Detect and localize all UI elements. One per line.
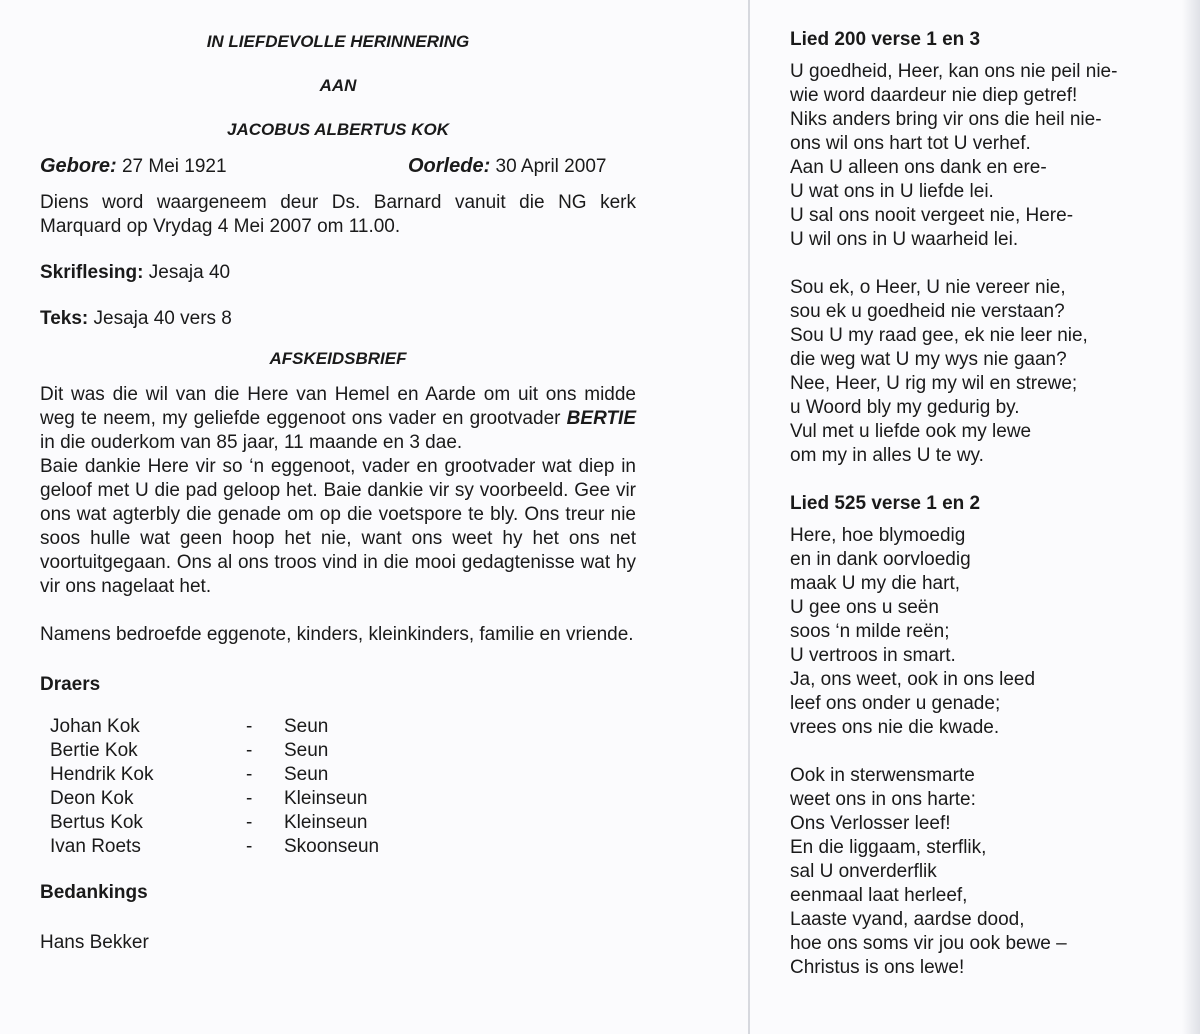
memorial-heading: IN LIEFDEVOLLE HERINNERING — [206, 32, 470, 51]
bearers-title: Draers — [40, 674, 101, 695]
right-panel — [790, 28, 1170, 980]
left-panel — [40, 28, 636, 955]
dates-row — [40, 154, 636, 179]
hymn-line: ons wil ons hart tot U verhef. — [790, 133, 1031, 154]
farewell-letter-paragraph-2: Baie dankie Here vir so ‘n eggenoot, vader en grootvader wat diep in geloof met U die pad geloop het. Baie dankie vir sy voorbeeld. Gee vir ons wat agterbly die genade om op die voetspore te bly. Ons treur nie soos hulle wat geen hoop het nie, want ons weet hy het ons net voortuitgegaan. Ons al ons troos vind in die mooi gedagtenisse wat hy vir ons nagelaat het. — [40, 456, 636, 597]
thanks-title: Bedankings — [40, 882, 148, 903]
hymn-525-stanza-1 — [790, 524, 1170, 740]
reading-value: Jesaja 40 — [148, 262, 231, 283]
hymn-line: En die liggaam, sterflik, — [790, 837, 987, 858]
bearer-relation: Kleinseun — [284, 788, 368, 809]
service-paragraph: Diens word waargeneem deur Ds. Barnard vanuit die NG kerk Marquard op Vrydag 4 Mei 2007 om 11.00. — [40, 192, 636, 237]
deceased-name: JACOBUS ALBERTUS KOK — [227, 120, 449, 139]
bearer-name: Hendrik Kok — [50, 764, 154, 785]
hymn-line: U sal ons nooit vergeet nie, Here- — [790, 205, 1074, 226]
hymn-line: en in dank oorvloedig — [790, 549, 971, 570]
paper-edge — [1182, 0, 1200, 1034]
hymn-line: u Woord bly my gedurig by. — [790, 397, 1020, 418]
bearer-name: Bertie Kok — [50, 740, 138, 761]
bearer-relation: Seun — [284, 716, 329, 737]
hymn-line: wie word daardeur nie diep getref! — [790, 85, 1078, 106]
hymn-line: hoe ons soms vir jou ook bewe – — [790, 933, 1067, 954]
stanza-spacer — [790, 740, 1170, 764]
hymn-line: sal U onverderflik — [790, 861, 937, 882]
died-block — [408, 154, 606, 179]
bearer-dash: - — [246, 764, 253, 785]
bearer-dash: - — [246, 740, 253, 761]
bearer-name: Ivan Roets — [50, 836, 141, 857]
born-value: 27 Mei 1921 — [121, 156, 227, 177]
bearer-relation: Seun — [284, 740, 329, 761]
hymn-line: Laaste vyand, aardse dood, — [790, 909, 1025, 930]
thanks-name: Hans Bekker — [40, 932, 149, 953]
fold-line — [748, 0, 750, 1034]
family-signature: Namens bedroefde eggenote, kinders, kleinkinders, familie en vriende. — [40, 624, 634, 645]
bearer-relation: Seun — [284, 764, 329, 785]
bearer-relation: Kleinseun — [284, 812, 368, 833]
letter-text-a: Dit was die wil van die Here van Hemel en Aarde om uit ons midde weg te neem, my geliefde eggenoot ons vader en grootvader — [40, 384, 636, 429]
hymn-line: Nee, Heer, U rig my wil en strewe; — [790, 373, 1078, 394]
bearer-row — [50, 715, 636, 739]
dedication-heading: AAN — [319, 76, 357, 95]
bearer-dash: - — [246, 812, 253, 833]
bearers-list — [50, 715, 636, 859]
bearer-dash: - — [246, 788, 253, 809]
died-value: 30 April 2007 — [495, 156, 607, 177]
bearer-name: Bertus Kok — [50, 812, 143, 833]
farewell-letter-paragraph-1 — [40, 383, 636, 455]
hymn-line: maak U my die hart, — [790, 573, 960, 594]
reading-label: Skriflesing: — [40, 262, 144, 283]
born-label: Gebore: — [40, 155, 117, 177]
bearer-row — [50, 787, 636, 811]
bearer-name: Johan Kok — [50, 716, 140, 737]
hymn-200-title: Lied 200 verse 1 en 3 — [790, 29, 981, 50]
sermon-text — [40, 307, 636, 331]
hymn-line: Niks anders bring vir ons die heil nie- — [790, 109, 1102, 130]
text-label: Teks: — [40, 308, 89, 329]
letter-text-b: in die ouderkom van 85 jaar, 11 maande en 3 dae. — [40, 432, 463, 453]
hymn-line: Ook in sterwensmarte — [790, 765, 975, 786]
hymn-525-title: Lied 525 verse 1 en 2 — [790, 493, 981, 514]
hymn-line: leef ons onder u genade; — [790, 693, 1001, 714]
hymn-line: U gee ons u seën — [790, 597, 939, 618]
hymn-line: Sou ek, o Heer, U nie vereer nie, — [790, 277, 1066, 298]
bearer-relation: Skoonseun — [284, 836, 380, 857]
bearer-dash: - — [246, 716, 253, 737]
bearer-name: Deon Kok — [50, 788, 134, 809]
hymn-line: Ja, ons weet, ook in ons leed — [790, 669, 1036, 690]
hymn-line: U goedheid, Heer, kan ons nie peil nie- — [790, 61, 1118, 82]
hymn-line: eenmaal laat herleef, — [790, 885, 968, 906]
bearer-row — [50, 763, 636, 787]
bearer-row — [50, 739, 636, 763]
farewell-letter-title: AFSKEIDSBRIEF — [269, 349, 407, 368]
hymn-line: om my in alles U te wy. — [790, 445, 984, 466]
born-block — [40, 154, 408, 179]
hymn-line: Here, hoe blymoedig — [790, 525, 966, 546]
stanza-spacer — [790, 252, 1170, 276]
hymn-line: U wat ons in U liefde lei. — [790, 181, 994, 202]
hymn-200-stanza-1 — [790, 60, 1170, 252]
hymn-line: sou ek u goedheid nie verstaan? — [790, 301, 1065, 322]
hymn-line: Vul met u liefde ook my lewe — [790, 421, 1032, 442]
hymn-line: weet ons in ons harte: — [790, 789, 976, 810]
bearer-row — [50, 811, 636, 835]
hymn-line: Sou U my raad gee, ek nie leer nie, — [790, 325, 1088, 346]
hymn-line: U wil ons in U waarheid lei. — [790, 229, 1019, 250]
died-label: Oorlede: — [408, 155, 491, 177]
bearer-row — [50, 835, 636, 859]
hymn-line: U vertroos in smart. — [790, 645, 956, 666]
hymn-line: Christus is ons lewe! — [790, 957, 965, 978]
hymn-line: soos ‘n milde reën; — [790, 621, 950, 642]
hymn-line: Aan U alleen ons dank en ere- — [790, 157, 1047, 178]
hymn-line: vrees ons nie die kwade. — [790, 717, 1000, 738]
hymn-200-stanza-2 — [790, 276, 1170, 468]
text-value: Jesaja 40 vers 8 — [93, 308, 232, 329]
letter-name: BERTIE — [566, 408, 637, 429]
bearer-dash: - — [246, 836, 253, 857]
hymn-525-stanza-2 — [790, 764, 1170, 980]
scripture-reading — [40, 261, 636, 285]
hymn-line: Ons Verlosser leef! — [790, 813, 951, 834]
hymn-line: die weg wat U my wys nie gaan? — [790, 349, 1067, 370]
